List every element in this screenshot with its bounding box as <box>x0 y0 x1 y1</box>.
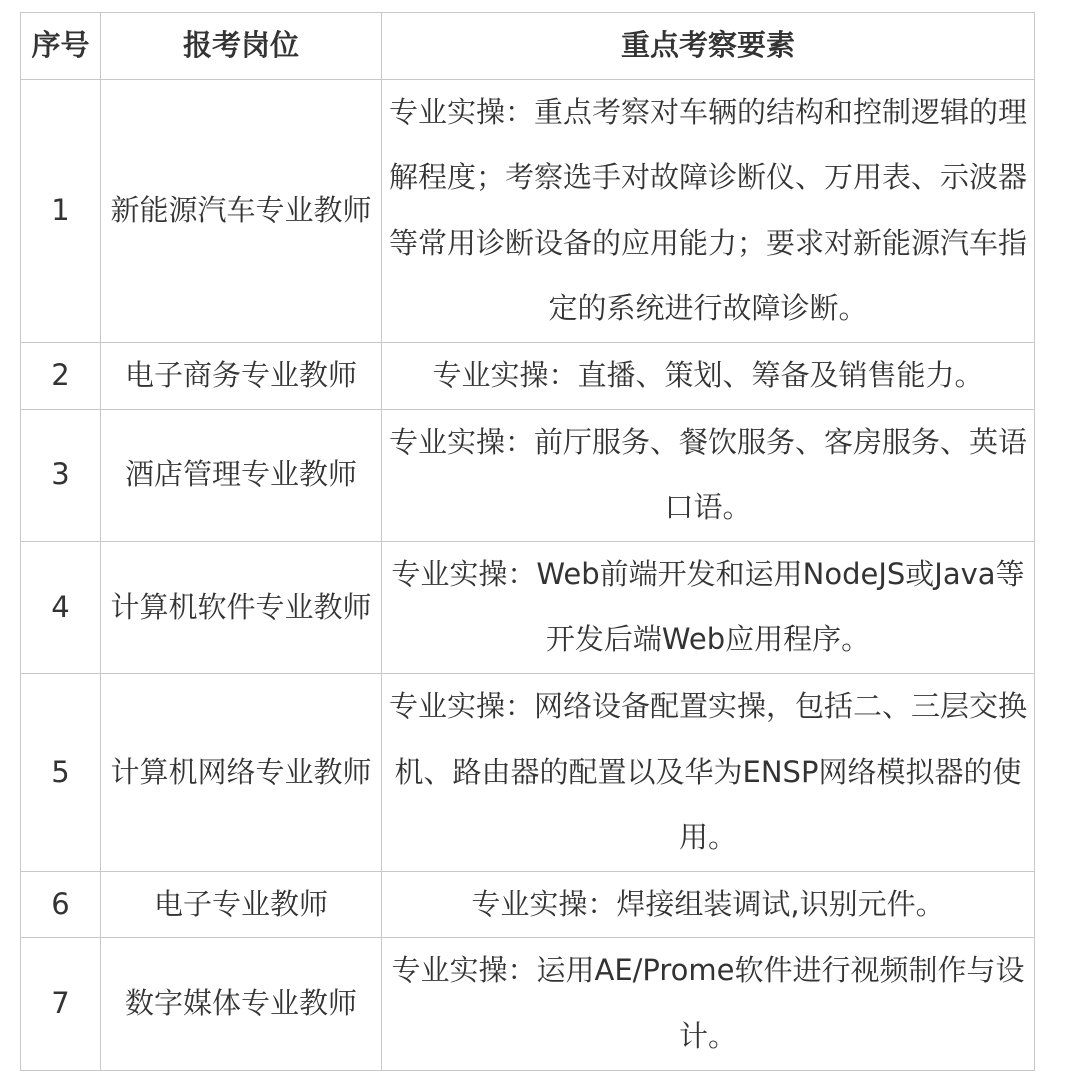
table-row <box>21 541 1035 673</box>
table-row <box>21 673 1035 871</box>
row-requirement: 专业实操：网络设备配置实操，包括二、三层交换机、路由器的配置以及华为ENSP网络模拟器的使用。 <box>382 673 1035 871</box>
row-position: 数字媒体专业教师 <box>101 938 382 1070</box>
row-index: 2 <box>21 342 101 409</box>
row-requirement: 专业实操：前厅服务、餐饮服务、客房服务、英语口语。 <box>382 409 1035 541</box>
header-requirements: 重点考察要素 <box>382 13 1035 80</box>
header-index: 序号 <box>21 13 101 80</box>
table-header-row <box>21 13 1035 80</box>
row-position: 酒店管理专业教师 <box>101 409 382 541</box>
row-position: 电子商务专业教师 <box>101 342 382 409</box>
table-row <box>21 342 1035 409</box>
row-index: 1 <box>21 79 101 342</box>
row-requirement: 专业实操：运用AE/Prome软件进行视频制作与设计。 <box>382 938 1035 1070</box>
row-position: 新能源汽车专业教师 <box>101 79 382 342</box>
row-index: 7 <box>21 938 101 1070</box>
row-requirement: 专业实操：Web前端开发和运用NodeJS或Java等开发后端Web应用程序。 <box>382 541 1035 673</box>
header-position: 报考岗位 <box>101 13 382 80</box>
row-index: 6 <box>21 871 101 938</box>
table-row <box>21 79 1035 342</box>
row-requirement: 专业实操：直播、策划、筹备及销售能力。 <box>382 342 1035 409</box>
row-position: 计算机软件专业教师 <box>101 541 382 673</box>
row-position: 计算机网络专业教师 <box>101 673 382 871</box>
row-position: 电子专业教师 <box>101 871 382 938</box>
exam-table-container <box>20 12 1035 1071</box>
exam-requirements-table <box>20 12 1035 1071</box>
row-index: 4 <box>21 541 101 673</box>
row-index: 3 <box>21 409 101 541</box>
row-requirement: 专业实操：重点考察对车辆的结构和控制逻辑的理解程度；考察选手对故障诊断仪、万用表、示波器等常用诊断设备的应用能力；要求对新能源汽车指定的系统进行故障诊断。 <box>382 79 1035 342</box>
table-row <box>21 938 1035 1070</box>
table-row <box>21 871 1035 938</box>
row-requirement: 专业实操：焊接组装调试,识别元件。 <box>382 871 1035 938</box>
row-index: 5 <box>21 673 101 871</box>
table-row <box>21 409 1035 541</box>
